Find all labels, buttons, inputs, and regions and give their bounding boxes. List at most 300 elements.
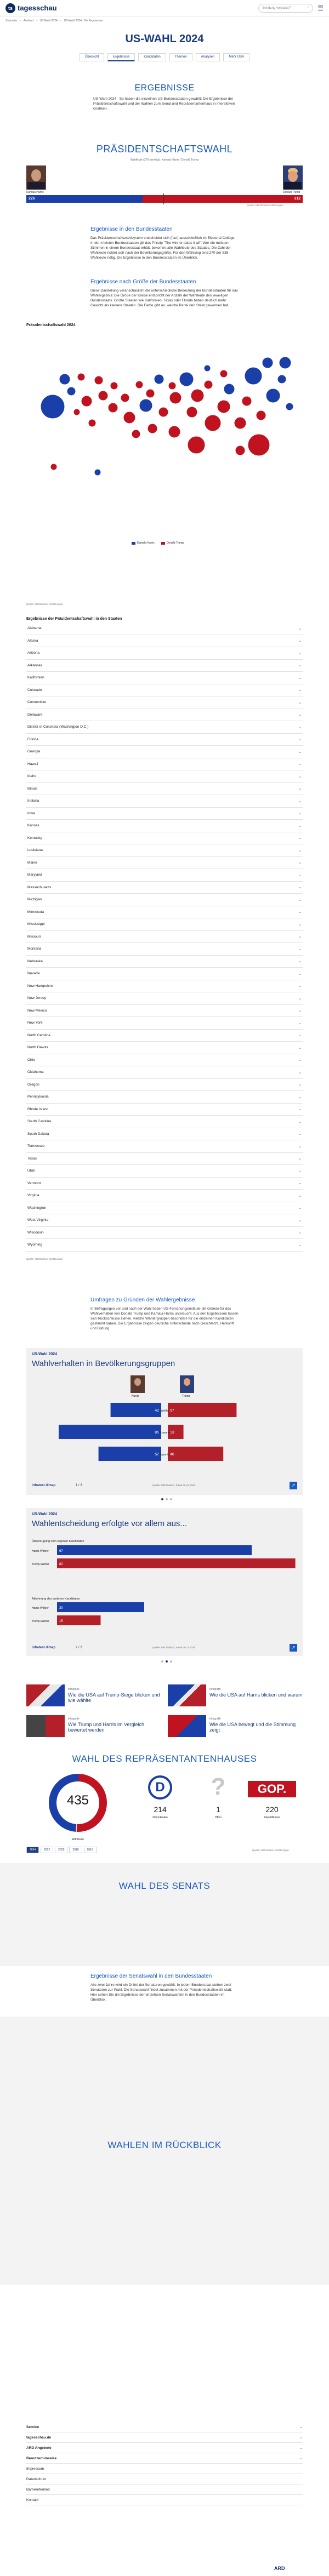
bar-value-label: 30 xyxy=(59,1607,63,1610)
news-title[interactable]: Wie Trump und Harris im Vergleich bewertet werden xyxy=(68,1722,145,1733)
state-bubble xyxy=(224,384,235,395)
bar-trump xyxy=(168,1447,223,1461)
state-row[interactable] xyxy=(26,956,303,968)
year-tab[interactable]: 2016 xyxy=(84,1847,97,1853)
news-kicker: Infografik xyxy=(68,1717,80,1721)
state-row[interactable] xyxy=(26,1214,303,1227)
chevron-down-icon[interactable]: ⌄ xyxy=(298,750,302,754)
senate-info xyxy=(0,1973,329,2002)
state-name: Alaska xyxy=(27,638,38,643)
slide1-trump-photo xyxy=(180,1375,194,1393)
slide2-page: 2 / 3 xyxy=(76,1646,82,1649)
chevron-down-icon[interactable]: ⌄ xyxy=(298,626,302,631)
state-name: Nevada xyxy=(27,972,40,976)
chevron-down-icon[interactable]: ⌄ xyxy=(298,873,302,877)
state-row[interactable] xyxy=(26,1054,303,1067)
chevron-down-icon[interactable]: ⌄ xyxy=(298,1009,302,1013)
value-harris: 85 xyxy=(155,1431,159,1435)
majority-line xyxy=(163,193,164,204)
state-name: Idaho xyxy=(27,774,37,779)
state-bubble xyxy=(77,373,85,381)
state-name: Wyoming xyxy=(27,1243,43,1247)
site-logo[interactable] xyxy=(5,3,57,13)
menu-icon[interactable]: ☰ xyxy=(317,4,324,12)
logo-text: tagesschau xyxy=(18,4,57,12)
chevron-down-icon[interactable]: ⌄ xyxy=(298,836,302,841)
slide1-title: Wahlverhalten in Bevölkerungsgruppen xyxy=(32,1359,175,1368)
chevron-down-icon[interactable]: ⌄ xyxy=(298,861,302,865)
chevron-down-icon[interactable]: ⌄ xyxy=(298,1095,302,1099)
chevron-down-icon[interactable]: ⌄ xyxy=(298,651,302,655)
state-row[interactable] xyxy=(26,1116,303,1128)
slide2-title: Wahlentscheidung erfolgte vor allem aus... xyxy=(32,1519,187,1528)
states-info xyxy=(0,226,329,260)
senate-section xyxy=(0,1863,329,1966)
state-row[interactable] xyxy=(26,1227,303,1240)
value-trump: 57 xyxy=(170,1409,174,1413)
state-name: Oregon xyxy=(27,1082,39,1087)
slide1-col-harris: Harris xyxy=(132,1395,139,1398)
search-field[interactable] xyxy=(258,4,313,13)
chevron-down-icon[interactable]: ⌄ xyxy=(298,1193,302,1198)
state-row[interactable] xyxy=(26,968,303,980)
state-row[interactable] xyxy=(26,1104,303,1116)
state-name: Wisconsin xyxy=(27,1230,44,1235)
chevron-down-icon[interactable]: ⌄ xyxy=(298,725,302,729)
share-icon[interactable]: ↗ xyxy=(290,1644,297,1652)
search-icon[interactable]: ⌕ xyxy=(307,6,310,9)
tab-more-usa[interactable]: Mehr USA xyxy=(223,53,249,61)
state-name: Florida xyxy=(27,737,38,741)
state-name: South Dakota xyxy=(27,1132,49,1136)
state-bubble xyxy=(158,407,168,417)
state-name: Pennsylvania xyxy=(27,1095,49,1099)
state-row[interactable] xyxy=(26,1128,303,1141)
state-row[interactable] xyxy=(26,931,303,944)
state-bubble xyxy=(204,380,213,389)
state-name: Louisiana xyxy=(27,848,43,853)
page-title: US-WAHL 2024 xyxy=(125,33,204,45)
row-label: Schwarze xyxy=(158,1431,171,1435)
news-kicker: Infografik xyxy=(209,1688,221,1691)
state-name: Illinois xyxy=(27,786,38,791)
value-harris: 42 xyxy=(155,1409,159,1413)
year-tab[interactable]: 2020 xyxy=(55,1847,67,1853)
chevron-down-icon[interactable]: ⌄ xyxy=(298,774,302,779)
state-bubble xyxy=(248,434,270,456)
state-name: New Hampshire xyxy=(27,984,53,988)
state-bubble xyxy=(94,376,103,385)
bar-value-label: 82 xyxy=(59,1563,63,1566)
results-intro: US-Wahl 2024 - So haben die einzelnen US-Bundesstaaten gewählt: Die Ergebnisse der Präsidentschaftswahl und der Wahlen zum Senat und Repräsentantenhaus in interaktiven Grafiken. xyxy=(93,97,235,111)
tab-results[interactable]: Ergebnisse xyxy=(107,53,135,61)
chevron-down-icon[interactable]: ⌄ xyxy=(298,1107,302,1112)
state-bubble xyxy=(262,357,273,368)
footer-link[interactable] xyxy=(26,2484,303,2495)
state-row[interactable] xyxy=(26,906,303,919)
footer-link[interactable] xyxy=(26,2443,303,2453)
state-name: Arizona xyxy=(27,651,40,655)
state-list-heading: Ergebnisse der Präsidentschaftswahl in den Staaten xyxy=(26,617,122,621)
logo-mark: ts xyxy=(5,3,15,13)
state-row[interactable] xyxy=(26,1030,303,1042)
state-row[interactable] xyxy=(26,1190,303,1202)
state-row[interactable] xyxy=(26,980,303,993)
state-name: Montana xyxy=(27,947,42,951)
chevron-down-icon[interactable]: ⌄ xyxy=(298,886,302,890)
chevron-down-icon[interactable]: ⌄ xyxy=(298,972,302,976)
chevron-down-icon[interactable]: ⌄ xyxy=(298,824,302,828)
chevron-down-icon[interactable]: ⌄ xyxy=(298,1157,302,1161)
states-info-heading: Ergebnisse in den Bundesstaaten xyxy=(90,226,173,232)
state-row[interactable] xyxy=(26,1165,303,1178)
chevron-down-icon[interactable]: ⌄ xyxy=(298,1119,302,1124)
chevron-down-icon[interactable]: ⌄ xyxy=(298,700,302,705)
bubble-map-title: Präsidentschaftswahl 2024 xyxy=(26,323,76,327)
tab-topics[interactable]: Themen xyxy=(169,53,192,61)
state-bubble xyxy=(245,367,262,385)
news-kicker: Infografik xyxy=(209,1717,221,1721)
chevron-down-icon[interactable]: ⌄ xyxy=(298,1046,302,1050)
state-row[interactable] xyxy=(26,832,303,845)
chevron-down-icon[interactable]: ⌄ xyxy=(298,984,302,989)
state-row[interactable] xyxy=(26,696,303,709)
slide2-group1-label: Überzeugung vom eigenen Kandidaten xyxy=(32,1540,84,1543)
chevron-down-icon[interactable]: ⌄ xyxy=(298,1231,302,1235)
bar-value-label: 67 xyxy=(59,1550,63,1553)
state-name: Georgia xyxy=(27,750,41,754)
state-bubble xyxy=(148,424,157,433)
state-name: Oklahoma xyxy=(27,1070,44,1075)
state-row[interactable] xyxy=(26,1091,303,1104)
bar-value xyxy=(57,1545,252,1555)
slide2-source: Quelle: NBC/Edison, Stand 06.11.2024 xyxy=(152,1646,195,1649)
year-tab[interactable]: 2024 xyxy=(26,1847,39,1853)
news-image[interactable] xyxy=(26,1684,65,1706)
chevron-down-icon[interactable]: ⌄ xyxy=(299,2446,303,2450)
tab-overview[interactable]: Übersicht xyxy=(80,53,104,61)
bar-value-label: 15 xyxy=(59,1620,63,1623)
chevron-down-icon[interactable]: ⌄ xyxy=(298,996,302,1001)
state-bubble xyxy=(94,469,101,476)
state-row[interactable] xyxy=(26,1140,303,1153)
state-row[interactable] xyxy=(26,709,303,722)
state-bubble xyxy=(41,395,65,419)
state-bubble xyxy=(169,392,181,404)
state-row[interactable] xyxy=(26,1239,303,1252)
state-name: North Dakota xyxy=(27,1046,49,1050)
state-name: Arkansas xyxy=(27,663,43,667)
chevron-down-icon[interactable]: ⌄ xyxy=(298,1181,302,1186)
slide2-dots[interactable] xyxy=(161,1660,172,1663)
slide1-chart xyxy=(26,1400,303,1471)
footer-link[interactable] xyxy=(26,2495,303,2505)
state-row[interactable] xyxy=(26,1005,303,1018)
row-label: Trump-Wähler xyxy=(32,1563,49,1566)
footer-link-label: Datenschutz xyxy=(26,2477,47,2481)
state-name: Minnesota xyxy=(27,910,44,914)
state-row[interactable] xyxy=(26,660,303,672)
state-row[interactable] xyxy=(26,795,303,808)
chevron-down-icon[interactable]: ⌄ xyxy=(298,688,302,693)
state-row[interactable] xyxy=(26,622,303,635)
state-bubble xyxy=(132,430,140,438)
footer-link[interactable] xyxy=(26,2432,303,2443)
rep-seats: 220 xyxy=(265,1805,279,1814)
chevron-down-icon[interactable]: ⌄ xyxy=(298,1169,302,1173)
state-name: West Virginia xyxy=(27,1218,49,1223)
slide1-kicker: US-Wahl 2024 xyxy=(32,1352,58,1356)
year-tab[interactable]: 2022 xyxy=(41,1847,53,1853)
chevron-down-icon[interactable]: ⌄ xyxy=(298,799,302,803)
state-row[interactable] xyxy=(26,647,303,660)
chevron-down-icon[interactable]: ⌄ xyxy=(298,898,302,902)
chevron-down-icon[interactable]: ⌄ xyxy=(298,787,302,791)
news-image[interactable] xyxy=(168,1715,206,1737)
footer xyxy=(0,2422,329,2505)
state-row[interactable] xyxy=(26,992,303,1005)
slide2-group2-label: Ablehnung des anderen Kandidaten xyxy=(32,1597,80,1601)
slide1-col-trump: Trump xyxy=(182,1395,190,1398)
slide1-dots[interactable] xyxy=(161,1498,172,1500)
state-row[interactable] xyxy=(26,857,303,870)
state-name: Massachusetts xyxy=(27,885,52,889)
state-row[interactable] xyxy=(26,1178,303,1190)
state-name: Alabama xyxy=(27,626,42,631)
house-section xyxy=(0,1753,329,1764)
legend-rep: Donald Trump xyxy=(166,541,184,545)
slide2-logo: infratest dimap xyxy=(32,1646,56,1649)
house-donut-label: Wahlleute xyxy=(71,1838,84,1841)
state-row[interactable] xyxy=(26,894,303,906)
state-bubble xyxy=(154,374,164,384)
results-section xyxy=(0,83,329,111)
chevron-down-icon[interactable]: ⌄ xyxy=(298,812,302,816)
value-trump: 13 xyxy=(170,1431,174,1435)
state-row[interactable] xyxy=(26,943,303,956)
chevron-down-icon[interactable]: ⌄ xyxy=(298,1021,302,1025)
state-row[interactable] xyxy=(26,882,303,894)
chevron-down-icon[interactable]: ⌄ xyxy=(298,1218,302,1223)
state-name: Delaware xyxy=(27,712,43,717)
footer-link[interactable] xyxy=(26,2453,303,2464)
state-name: Utah xyxy=(27,1169,35,1173)
news-title[interactable]: Wie die USA bewegt und die Stimmung zeigt xyxy=(209,1722,296,1733)
footer-link-label: Benutzerhinweise xyxy=(26,2456,57,2460)
chevron-down-icon[interactable]: ⌄ xyxy=(298,762,302,767)
state-row[interactable] xyxy=(26,770,303,783)
state-row[interactable] xyxy=(26,1202,303,1215)
history-section xyxy=(0,2017,329,2285)
slide2-kicker: US-Wahl 2024 xyxy=(32,1512,58,1516)
chevron-down-icon[interactable]: ⌄ xyxy=(298,664,302,668)
electoral-bar-harris: 226 xyxy=(26,195,143,203)
slide-voter-groups xyxy=(26,1348,303,1495)
state-name: Washington xyxy=(27,1206,47,1210)
state-row[interactable] xyxy=(26,844,303,857)
state-bubble xyxy=(59,374,70,385)
state-bubble xyxy=(217,400,230,413)
slide1-page: 1 / 3 xyxy=(76,1484,82,1487)
breadcrumb: Startseite › Ausland › US-Wahl 2024 › US-Wahl 2024 - Die Ergebnisse xyxy=(5,19,103,22)
chevron-down-icon[interactable]: ⌄ xyxy=(298,738,302,742)
ard-logo[interactable]: ARD xyxy=(274,2566,285,2571)
share-icon[interactable]: ↗ xyxy=(290,1482,297,1489)
bar-value xyxy=(57,1602,144,1612)
news-image[interactable] xyxy=(168,1684,206,1706)
footer-link-label: ARD Angebote xyxy=(26,2446,52,2450)
state-name: North Carolina xyxy=(27,1033,50,1037)
chevron-down-icon[interactable]: ⌄ xyxy=(298,1243,302,1247)
state-list-source: Quelle: NBC/Edison schätzungen xyxy=(26,1258,63,1260)
chevron-down-icon[interactable]: ⌄ xyxy=(298,1070,302,1075)
footer-link[interactable] xyxy=(26,2474,303,2484)
search-placeholder: Sendung verpasst? xyxy=(262,6,291,10)
chevron-down-icon[interactable]: ⌄ xyxy=(298,1083,302,1087)
chevron-down-icon[interactable]: ⌄ xyxy=(299,2457,303,2460)
house-heading: WAHL DES REPRÄSENTANTENHAUSES xyxy=(72,1753,257,1764)
state-name: New Jersey xyxy=(27,996,46,1001)
state-row[interactable] xyxy=(26,672,303,684)
state-name: Colorado xyxy=(27,688,42,692)
footer-link-label: Service xyxy=(26,2425,39,2429)
senate-sub: Ergebnisse der Senatswahl in den Bundesstaaten xyxy=(90,1973,212,1979)
footer-link-label: Impressum xyxy=(26,2466,44,2471)
bar-harris xyxy=(99,1447,161,1461)
chevron-down-icon[interactable]: ⌄ xyxy=(298,922,302,927)
presidential-heading: PRÄSIDENTSCHAFTSWAHL xyxy=(96,144,233,155)
state-name: Maryland xyxy=(27,873,42,877)
trump-portrait xyxy=(283,165,303,190)
news-title[interactable]: Wie die USA auf Harris blicken und warum xyxy=(209,1692,303,1698)
state-row[interactable] xyxy=(26,820,303,832)
chevron-down-icon[interactable]: ⌄ xyxy=(298,1132,302,1136)
chevron-down-icon[interactable]: ⌄ xyxy=(298,1206,302,1210)
tab-candidates[interactable]: Kandidaten xyxy=(138,53,166,61)
state-name: Ohio xyxy=(27,1058,35,1062)
state-bubble xyxy=(277,375,286,384)
chevron-down-icon[interactable]: ⌄ xyxy=(298,910,302,915)
state-bubble xyxy=(98,391,108,401)
state-row[interactable] xyxy=(26,869,303,882)
bar-value xyxy=(57,1558,296,1568)
state-row[interactable] xyxy=(26,1153,303,1166)
slide-decision xyxy=(26,1508,303,1656)
voter-groups-heading: Umfragen zu Gründen der Wahlergebnisse xyxy=(90,1297,195,1303)
state-row[interactable] xyxy=(26,1017,303,1030)
size-info-heading: Ergebnisse nach Größe der Bundesstaaten xyxy=(90,279,196,285)
trump-name: Donald Trump xyxy=(283,191,300,194)
state-row[interactable] xyxy=(26,635,303,648)
state-bubble xyxy=(186,407,197,418)
bar-harris xyxy=(111,1403,161,1417)
chevron-down-icon[interactable]: ⌄ xyxy=(298,848,302,853)
legend-swatch-rep xyxy=(161,542,165,545)
footer-link-label: Barrierefreiheit xyxy=(26,2487,50,2492)
state-row[interactable] xyxy=(26,684,303,697)
year-tab[interactable]: 2018 xyxy=(69,1847,82,1853)
value-trump: 46 xyxy=(170,1453,174,1457)
footer-link[interactable] xyxy=(26,2464,303,2474)
state-bubble xyxy=(266,389,280,403)
dem-seats: 214 xyxy=(154,1805,167,1814)
state-name: Nebraska xyxy=(27,959,43,963)
state-name: Kalifornien xyxy=(27,676,44,680)
chevron-down-icon[interactable]: ⌄ xyxy=(298,947,302,951)
state-name: Maine xyxy=(27,860,37,865)
news-image[interactable] xyxy=(26,1715,65,1737)
voter-groups xyxy=(0,1296,329,1331)
chevron-down-icon[interactable]: ⌄ xyxy=(298,959,302,964)
state-bubble xyxy=(108,403,118,413)
state-name: Mississippi xyxy=(27,922,45,927)
breadcrumb-item[interactable]: Ausland xyxy=(23,19,33,22)
dem-logo: D xyxy=(148,1775,172,1800)
state-name: Rhode Island xyxy=(27,1107,49,1111)
bubble-map xyxy=(26,330,303,538)
harris-name: Kamala Harris xyxy=(26,191,44,194)
chevron-down-icon[interactable]: ⌄ xyxy=(298,935,302,939)
state-row[interactable] xyxy=(26,746,303,758)
state-bubble xyxy=(168,426,180,438)
bubble-source: Quelle: NBC/Edison schätzungen xyxy=(26,603,63,606)
chevron-down-icon[interactable]: ⌄ xyxy=(299,2425,303,2429)
state-row[interactable] xyxy=(26,783,303,796)
dem-label: Demokraten xyxy=(152,1816,168,1819)
state-row[interactable] xyxy=(26,808,303,820)
state-bubble xyxy=(139,399,152,412)
chevron-down-icon[interactable]: ⌄ xyxy=(298,713,302,717)
breadcrumb-item[interactable]: US-Wahl 2024 xyxy=(39,19,58,22)
news-title[interactable]: Wie die USA auf Trump-Siege blicken und wie wählte xyxy=(68,1692,160,1704)
chevron-down-icon[interactable]: ⌄ xyxy=(299,2436,303,2440)
state-row[interactable] xyxy=(26,1079,303,1092)
states-info-text: Das Präsidentschaftswahlsystem entscheidet sich (fast) ausschließlich im Electoral College. In den meisten Bundesstaaten gilt das Prinzip "The winner takes it all": Wer die meisten Stimmen in einem Bundesstaat erhält, bekommt alle Wahlleute des Staates. Die Zahl der Wahlleute richtet sich nach der Bevölkerungsgröße. Für den Wahlsieg sind 270 der 538 Wahlleute nötig. Die Ergebnisse in den Bundesstaaten im Überblick. xyxy=(90,236,236,260)
chevron-down-icon[interactable]: ⌄ xyxy=(298,676,302,680)
chevron-down-icon[interactable]: ⌄ xyxy=(298,639,302,643)
state-row[interactable] xyxy=(26,1042,303,1054)
tab-analysis[interactable]: Analysen xyxy=(196,53,220,61)
chevron-down-icon[interactable]: ⌄ xyxy=(298,1144,302,1149)
chevron-down-icon[interactable]: ⌄ xyxy=(298,1058,302,1063)
senate-heading: WAHL DES SENATS xyxy=(118,1881,211,1891)
state-row[interactable] xyxy=(26,918,303,931)
state-row[interactable] xyxy=(26,734,303,746)
state-row[interactable] xyxy=(26,758,303,771)
slide1-harris-photo xyxy=(131,1375,145,1393)
state-row[interactable] xyxy=(26,721,303,734)
state-row[interactable] xyxy=(26,1066,303,1079)
state-bubble xyxy=(220,370,228,378)
state-name: New Mexico xyxy=(27,1008,47,1013)
state-bubble xyxy=(205,415,221,431)
senate-text: Alle zwei Jahre wird ein Drittel der Senatoren gewählt. In jedem Bundesstaat stehen zwei Senatoren zur Wahl. Die Senatswahl findet zusammen mit der Präsidentschaftswahl statt. Hier sehen Sie die Ergebnisse der einzelnen Senatswahlen in den Bundesstaaten im Überblick. xyxy=(90,1983,232,2002)
state-name: Hawaii xyxy=(27,762,38,766)
presidential-subtitle: Wahlleute (270 benötigt): Kamala Harris / Donald Trump xyxy=(130,158,199,162)
breadcrumb-item[interactable]: Startseite xyxy=(5,19,18,22)
state-name: Texas xyxy=(27,1156,37,1161)
row-label: Trump-Wähler xyxy=(32,1620,49,1623)
footer-link[interactable] xyxy=(26,2422,303,2432)
state-bubble xyxy=(168,382,176,390)
state-list xyxy=(26,622,303,1252)
chevron-down-icon[interactable]: ⌄ xyxy=(298,1033,302,1038)
bar-trump xyxy=(168,1403,236,1417)
state-name: New York xyxy=(27,1021,43,1025)
state-bubble xyxy=(188,436,205,454)
other-seats: 1 xyxy=(216,1805,220,1814)
electoral-bar-trump: 312 xyxy=(143,195,303,203)
